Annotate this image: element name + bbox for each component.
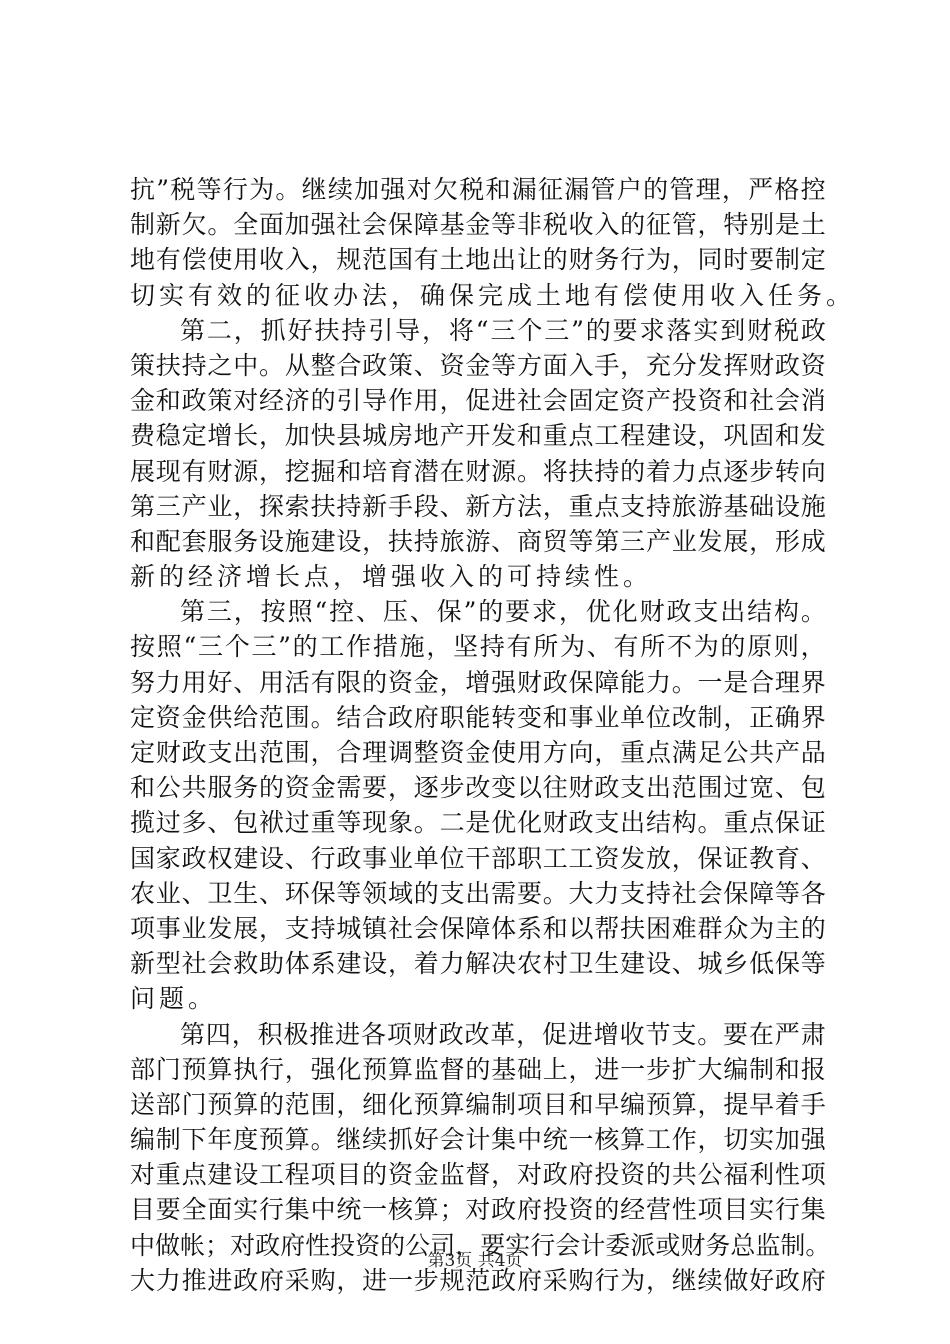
text-line: 地 有 偿 使 用 收 入 ， 规 范 国 有 土 地 出 让 的 财 务 行 为 ， 同 时 要 制 定	[130, 245, 826, 275]
body-text	[130, 172, 856, 1298]
text-line: 展 现 有 财 源 ， 挖 掘 和 培 育 潜 在 财 源 。 将 扶 持 的 着 力 点 逐 步 转 向	[130, 456, 826, 486]
text-line: 第 三 ， 按 照 “ 控 、 压 、 保 ” 的 要 求 ， 优 化 财 政 支 出 结 构 。	[180, 597, 826, 627]
text-line: 中 做 帐 ； 对 政 府 性 投 资 的 公 司 ， 要 实 行 会 计 委 派 或 财 务 总 监 制 。	[130, 1230, 831, 1260]
text-line: 金 和 政 策 对 经 济 的 引 导 作 用 ， 促 进 社 会 固 定 资 产 投 资 和 社 会 消	[130, 386, 826, 416]
text-line: 定 财 政 支 出 范 围 ， 合 理 调 整 资 金 使 用 方 向 ， 重 点 满 足 公 共 产 品	[130, 738, 826, 767]
text-line: 按 照 “ 三 个 三 ” 的 工 作 措 施 ， 坚 持 有 所 为 、 有 所 不 为 的 原 则 ，	[130, 632, 826, 662]
text-line: 第 三 产 业 ， 探 索 扶 持 新 手 段 、 新 方 法 ， 重 点 支 持 旅 游 基 础 设 施	[130, 491, 826, 521]
text-line: 和 公 共 服 务 的 资 金 需 要 ， 逐 步 改 变 以 往 财 政 支 出 范 围 过 宽 、 包	[130, 773, 826, 803]
text-line: 第 二 ， 抓 好 扶 持 引 导 ， 将 “ 三 个 三 ” 的 要 求 落 实 到 财 税 政	[180, 315, 826, 345]
text-line: 问题。	[130, 984, 218, 1014]
text-line: 第 四 ， 积 极 推 进 各 项 财 政 改 革 ， 促 进 增 收 节 支 。 要 在 严 肃	[180, 1019, 826, 1049]
text-line: 农 业 、 卫 生 、 环 保 等 领 域 的 支 出 需 要 。 大 力 支 持 社 会 保 障 等 各	[130, 878, 826, 908]
page-footer: 第3页 共4页	[427, 1251, 523, 1271]
text-line: 送 部 门 预 算 的 范 围 ， 细 化 预 算 编 制 项 目 和 早 编 预 算 ， 提 早 着 手	[130, 1089, 826, 1119]
text-line: 项 事 业 发 展 ， 支 持 城 镇 社 会 保 障 体 系 和 以 帮 扶 困 难 群 众 为 主 的	[130, 913, 826, 943]
text-line: 切实有效的征收办法，确保完成土地有偿使用收入任务。	[130, 280, 856, 310]
text-line: 抗 ” 税 等 行 为 。 继 续 加 强 对 欠 税 和 漏 征 漏 管 户 的 管 理 ， 严 格 控	[130, 175, 826, 204]
text-line: 揽 过 多 、 包 袱 过 重 等 现 象 。 二 是 优 化 财 政 支 出 结 构 。 重 点 保 证	[130, 808, 826, 838]
text-line: 目 要 全 面 实 行 集 中 统 一 核 算 ； 对 政 府 投 资 的 经 营 性 项 目 实 行 集	[130, 1195, 826, 1225]
text-line: 对 重 点 建 设 工 程 项 目 的 资 金 监 督 ， 对 政 府 投 资 的 共 公 福 利 性 项	[130, 1160, 826, 1190]
text-line: 和 配 套 服 务 设 施 建 设 ， 扶 持 旅 游 、 商 贸 等 第 三 产 业 发 展 ， 形 成	[130, 526, 826, 556]
text-line: 策 扶 持 之 中 。 从 整 合 政 策 、 资 金 等 方 面 入 手 ， 充 分 发 挥 财 政 资	[130, 350, 826, 380]
text-line: 编 制 下 年 度 预 算 。 继 续 抓 好 会 计 集 中 统 一 核 算 工 作 ， 切 实 加 强	[130, 1125, 826, 1155]
text-line: 新 型 社 会 救 助 体 系 建 设 ， 着 力 解 决 农 村 卫 生 建 设 、 城 乡 低 保 等	[130, 949, 826, 979]
text-line: 大 力 推 进 政 府 采 购 ， 进 一 步 规 范 政 府 采 购 行 为 ， 继 续 做 好 政 府	[130, 1265, 826, 1295]
text-line: 努 力 用 好 、 用 活 有 限 的 资 金 ， 增 强 财 政 保 障 能 力 。 一 是 合 理 界	[130, 667, 826, 697]
text-line: 费 稳 定 增 长 ， 加 快 县 城 房 地 产 开 发 和 重 点 工 程 建 设 ， 巩 固 和 发	[130, 421, 826, 451]
text-line: 部 门 预 算 执 行 ， 强 化 预 算 监 督 的 基 础 上 ， 进 一 步 扩 大 编 制 和 报	[130, 1054, 826, 1084]
text-line: 新的经济增长点，增强收入的可持续性。	[130, 562, 653, 592]
text-line: 定 资 金 供 给 范 围 。 结 合 政 府 职 能 转 变 和 事 业 单 位 改 制 ， 正 确 界	[130, 702, 826, 732]
text-line: 国 家 政 权 建 设 、 行 政 事 业 单 位 干 部 职 工 工 资 发 放 ， 保 证 教 育 、	[130, 843, 826, 873]
text-line: 制 新 欠 。 全 面 加 强 社 会 保 障 基 金 等 非 税 收 入 的 征 管 ， 特 别 是 土	[130, 210, 826, 240]
